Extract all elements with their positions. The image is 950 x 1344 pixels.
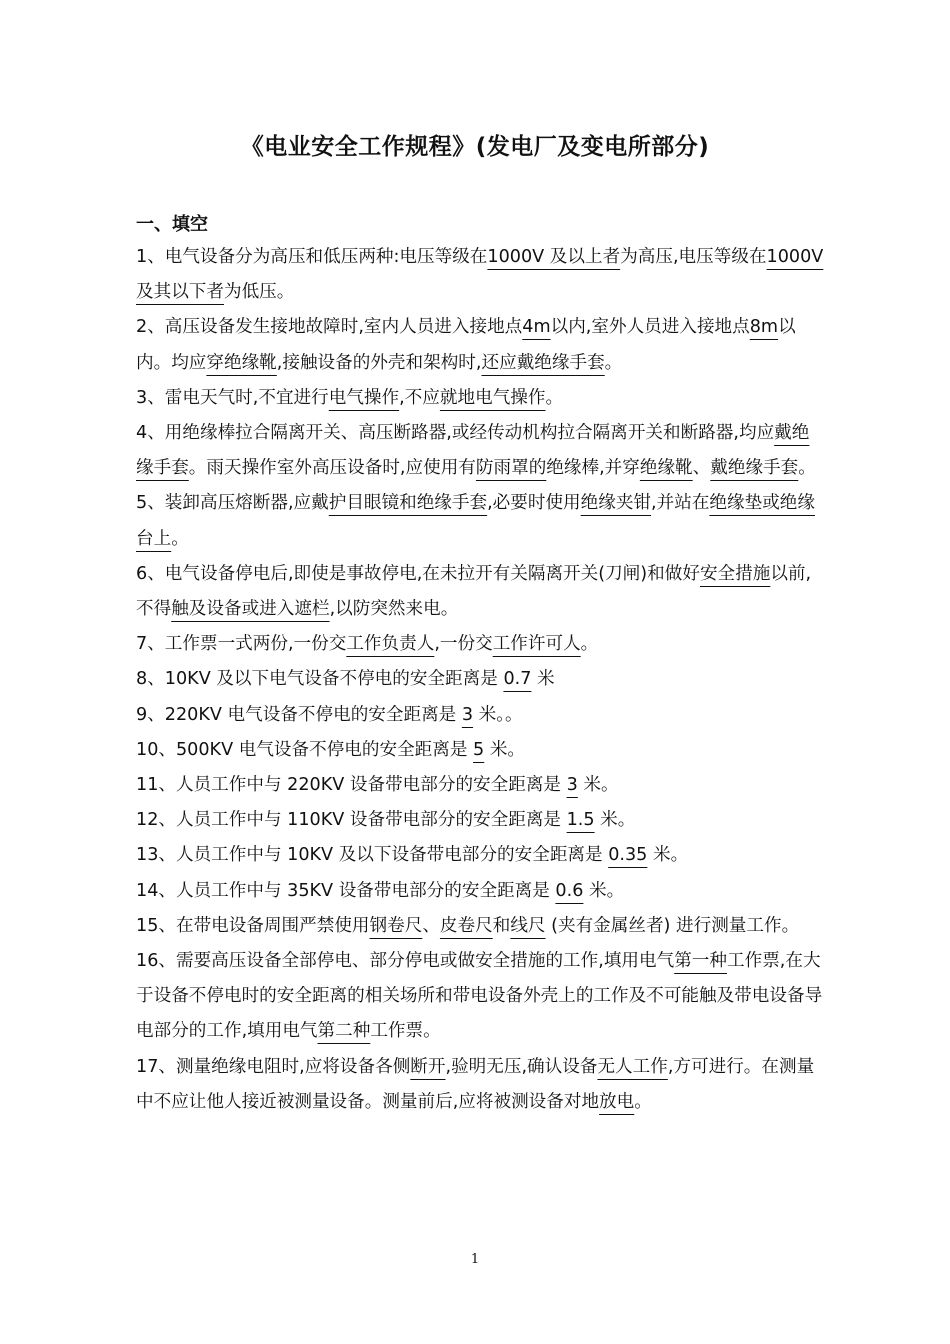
- question-text: 。: [545, 387, 564, 408]
- answer-blank: 线尺: [510, 915, 546, 936]
- document-title: 《电业安全工作规程》(发电厂及变电所部分): [240, 134, 710, 160]
- question-text: 7、工作票一式两份,一份交: [136, 634, 347, 655]
- question-text: 13、人员工作中与 10KV 及以下设备带电部分的安全距离是: [136, 845, 609, 866]
- answer-blank: 1000V 及以上者: [487, 247, 621, 267]
- question-text: 5、装卸高压熔断器,应戴: [136, 493, 329, 514]
- question-item: [136, 416, 826, 486]
- answer-blank: 3: [461, 704, 474, 725]
- question-text: 12、人员工作中与 110KV 设备带电部分的安全距离是: [136, 810, 567, 831]
- answer-blank: 电气操作: [328, 387, 400, 408]
- answer-blank: 触及设备或进入遮栏: [171, 599, 330, 620]
- question-text: ,一份交: [434, 634, 493, 655]
- question-item: [136, 874, 826, 909]
- question-text: 8、10KV 及以下电气设备不停电的安全距离是: [136, 669, 504, 690]
- question-text: ,方可进行。在测量中不应让他人接近被测量设备。测量前后,应将被测设备对地: [136, 1056, 815, 1112]
- question-item: [136, 909, 826, 944]
- question-text: 为低压。: [223, 282, 295, 303]
- question-item: [136, 944, 826, 1050]
- question-item: [136, 486, 826, 556]
- question-text: 6、电气设备停电后,即使是事故停电,在未拉开有关隔离开关(刀闸)和做好: [136, 563, 700, 584]
- question-text: 。: [604, 352, 623, 373]
- question-text: 以内。均应: [136, 317, 796, 373]
- answer-blank: 戴绝缘手套: [136, 423, 810, 479]
- question-text: 。雨天操作室外高压设备时,应使用有: [188, 458, 476, 479]
- answer-blank: 1000V 及其以下者: [136, 247, 824, 303]
- question-text: ,不应: [399, 387, 440, 408]
- question-text: 。: [634, 1091, 652, 1112]
- answer-blank: 安全措施: [699, 563, 771, 584]
- question-text: 工作票。: [370, 1021, 441, 1042]
- answer-blank: 0.35: [608, 845, 648, 866]
- answer-blank: 防雨罩的: [475, 458, 547, 479]
- question-item: [136, 662, 826, 697]
- question-item: [136, 310, 826, 380]
- section-heading: 一、填空: [136, 214, 208, 235]
- answer-blank: 绝缘靴: [639, 458, 693, 479]
- question-item: [136, 627, 826, 662]
- question-item: [136, 381, 826, 416]
- question-text: 米: [531, 669, 555, 690]
- question-text: 4、用绝缘棒拉合隔离开关、高压断路器,或经传动机构拉合隔离开关和断路器,均应: [136, 423, 775, 444]
- question-text: ,并站在: [651, 493, 710, 514]
- question-text: 17、测量绝缘电阻时,应将设备各侧: [136, 1056, 411, 1077]
- answer-blank: 护目眼镜和绝缘手套: [328, 493, 488, 514]
- answer-blank: 0.6: [555, 880, 584, 901]
- answer-blank: 戴绝缘手套: [710, 458, 799, 479]
- answer-blank: 3: [566, 775, 578, 796]
- question-text: 、: [422, 915, 440, 936]
- answer-blank: 第二种: [317, 1021, 371, 1042]
- question-text: 1、电气设备分为高压和低压两种:电压等级在: [136, 247, 488, 267]
- answer-blank: 还应戴绝缘手套: [481, 352, 605, 373]
- question-text: 米。: [577, 775, 619, 796]
- question-text: ,验明无压,确认设备: [445, 1056, 598, 1077]
- question-text: (夹有金属丝者) 进行测量工作。: [545, 915, 800, 936]
- question-item: [136, 733, 826, 768]
- answer-blank: 0.7: [503, 669, 532, 690]
- question-list: [136, 240, 826, 1120]
- question-text: 米。: [484, 739, 526, 760]
- question-text: 米。。: [473, 704, 523, 725]
- question-text: 10、500KV 电气设备不停电的安全距离是: [136, 739, 474, 760]
- answer-blank: 绝缘垫或绝缘台上: [136, 493, 815, 549]
- question-text: 9、220KV 电气设备不停电的安全距离是: [136, 704, 462, 725]
- question-text: ,以防突然来电。: [329, 599, 459, 620]
- question-text: 。: [171, 528, 189, 549]
- answer-blank: 工作负责人: [346, 634, 435, 655]
- question-item: [136, 1050, 826, 1120]
- question-text: 米。: [583, 880, 625, 901]
- answer-blank: 无人工作: [597, 1056, 668, 1077]
- answer-blank: 1.5: [566, 810, 595, 831]
- question-text: 11、人员工作中与 220KV 设备带电部分的安全距离是: [136, 775, 567, 796]
- question-text: 、: [692, 458, 711, 479]
- question-text: 和: [492, 915, 511, 936]
- answer-blank: 4m: [522, 317, 551, 338]
- answer-blank: 工作许可人: [492, 634, 581, 655]
- question-item: [136, 803, 826, 838]
- question-text: 绝缘棒,并穿: [546, 458, 640, 479]
- question-text: 。: [798, 458, 816, 479]
- answer-blank: 8m: [749, 317, 779, 338]
- question-item: [136, 768, 826, 803]
- question-item: [136, 557, 826, 627]
- question-text: 以前,不得: [136, 563, 812, 620]
- question-item: [136, 838, 826, 873]
- question-text: ,必要时使用: [487, 493, 581, 514]
- question-text: 16、需要高压设备全部停电、部分停电或做安全措施的工作,填用电气: [136, 951, 675, 972]
- answer-blank: 穿绝缘靴: [206, 352, 277, 373]
- answer-blank: 钢卷尺: [369, 915, 423, 936]
- question-text: 为高压,电压等级在: [620, 247, 767, 267]
- question-item: [136, 698, 826, 733]
- answer-blank: 就地电气操作: [439, 387, 546, 408]
- answer-blank: 5: [473, 739, 485, 760]
- page-number: 1: [470, 1252, 480, 1267]
- answer-blank: 第一种: [674, 951, 727, 972]
- answer-blank: 放电: [599, 1091, 635, 1112]
- answer-blank: 皮卷尺: [439, 915, 493, 936]
- question-text: 工作票,在大于设备不停电时的安全距离的相关场所和带电设备外壳上的工作及不可能触及带电设备导电部分的工作,填用电气: [136, 951, 823, 1042]
- question-text: 3、雷电天气时,不宜进行: [136, 387, 329, 408]
- question-text: 米。: [647, 845, 689, 866]
- question-text: 2、高压设备发生接地故障时,室内人员进入接地点: [136, 317, 523, 338]
- answer-blank: 绝缘夹钳: [580, 493, 652, 514]
- question-text: ,接触设备的外壳和架构时,: [276, 352, 482, 373]
- answer-blank: 断开: [410, 1056, 446, 1077]
- question-text: 。: [580, 634, 599, 655]
- question-text: 14、人员工作中与 35KV 设备带电部分的安全距离是: [136, 880, 556, 901]
- question-text: 以内,室外人员进入接地点: [550, 317, 750, 338]
- question-text: 米。: [594, 810, 636, 831]
- question-text: 15、在带电设备周围严禁使用: [136, 915, 370, 936]
- question-item: [136, 240, 826, 310]
